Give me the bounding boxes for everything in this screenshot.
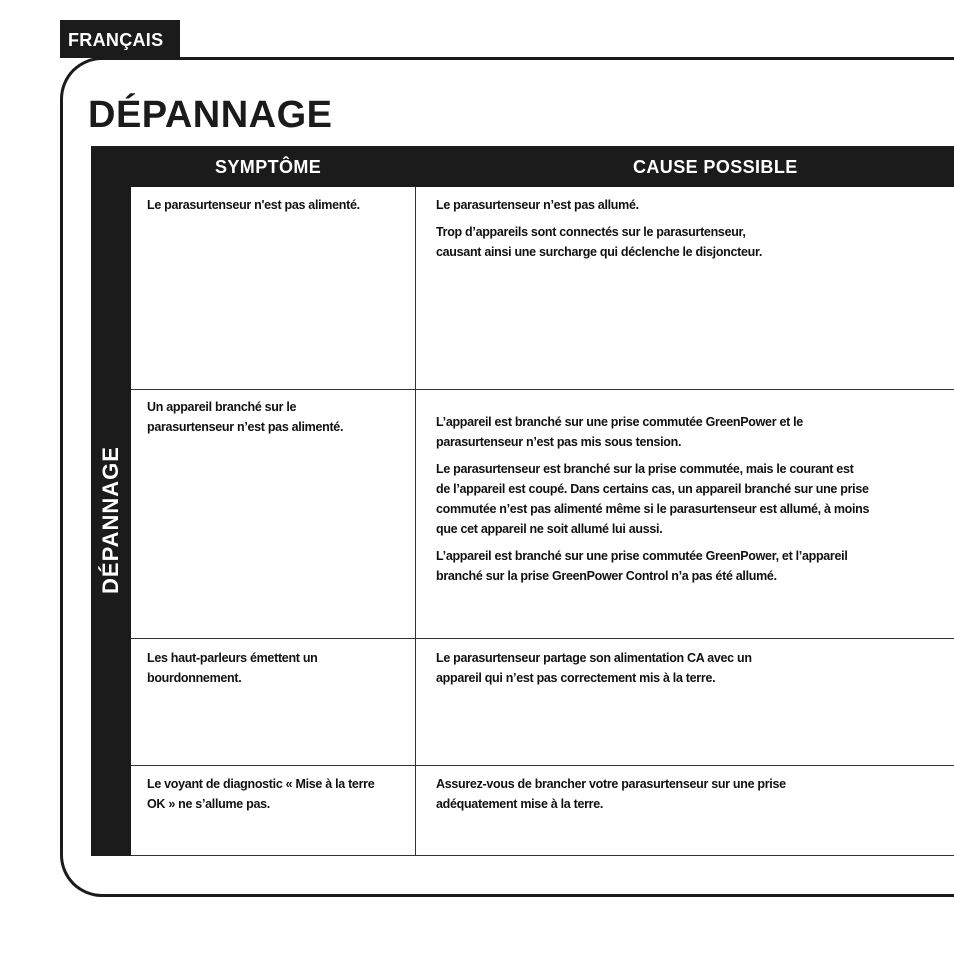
table-row-2-symptom: Un appareil branché sur le parasurtenseur n’est pas alimenté. (147, 400, 344, 434)
row-divider (131, 389, 954, 390)
table-row-4-symptom: Le voyant de diagnostic « Mise à la terre OK » ne s’allume pas. (147, 777, 375, 811)
page-title: DÉPANNAGE (88, 94, 333, 136)
table-row-3-causes: Le parasurtenseur partage son alimentation CA avec un appareil qui n’est pas correctement mis à la terre. (436, 651, 752, 685)
header-cause: CAUSE POSSIBLE (633, 157, 798, 177)
row-divider (131, 855, 954, 856)
section-side-label: DÉPANNAGE (98, 446, 123, 594)
table-row-1-causes: Le parasurtenseur n’est pas allumé. Trop d’appareils sont connectés sur le parasurtenseur, causant ainsi une surcharge qui déclenche le disjoncteur. (436, 198, 763, 259)
table-row-4-causes: Assurez-vous de brancher votre parasurtenseur sur une prise adéquatement mise à la terre. (436, 777, 786, 811)
row-divider (131, 765, 954, 766)
table-row-1-symptom: Le parasurtenseur n'est pas alimenté. (147, 198, 360, 212)
table-header (91, 146, 954, 187)
row-divider (131, 638, 954, 639)
language-tab: FRANÇAIS (60, 20, 180, 58)
header-symptom: SYMPTÔME (215, 157, 322, 177)
table-row-2-causes: L’appareil est branché sur une prise commutée GreenPower et le parasurtenseur n’est pas mis sous tension. Le parasurtenseur est branché sur la prise commutée, mais le courant est de l’appareil est coupé. Dans certains cas, un appareil branché sur une prise commutée n’est pas alimenté même si le parasurtenseur est allumé, à moins que cet appareil ne soit allumé lui aussi. L’appareil est branché sur une prise commutée GreenPower, et l’appareil branché sur la prise GreenPower Control n’a pas été allumé. (436, 415, 870, 583)
table-row-3-symptom: Les haut-parleurs émettent un bourdonnement. (147, 651, 318, 685)
column-divider (415, 187, 416, 856)
